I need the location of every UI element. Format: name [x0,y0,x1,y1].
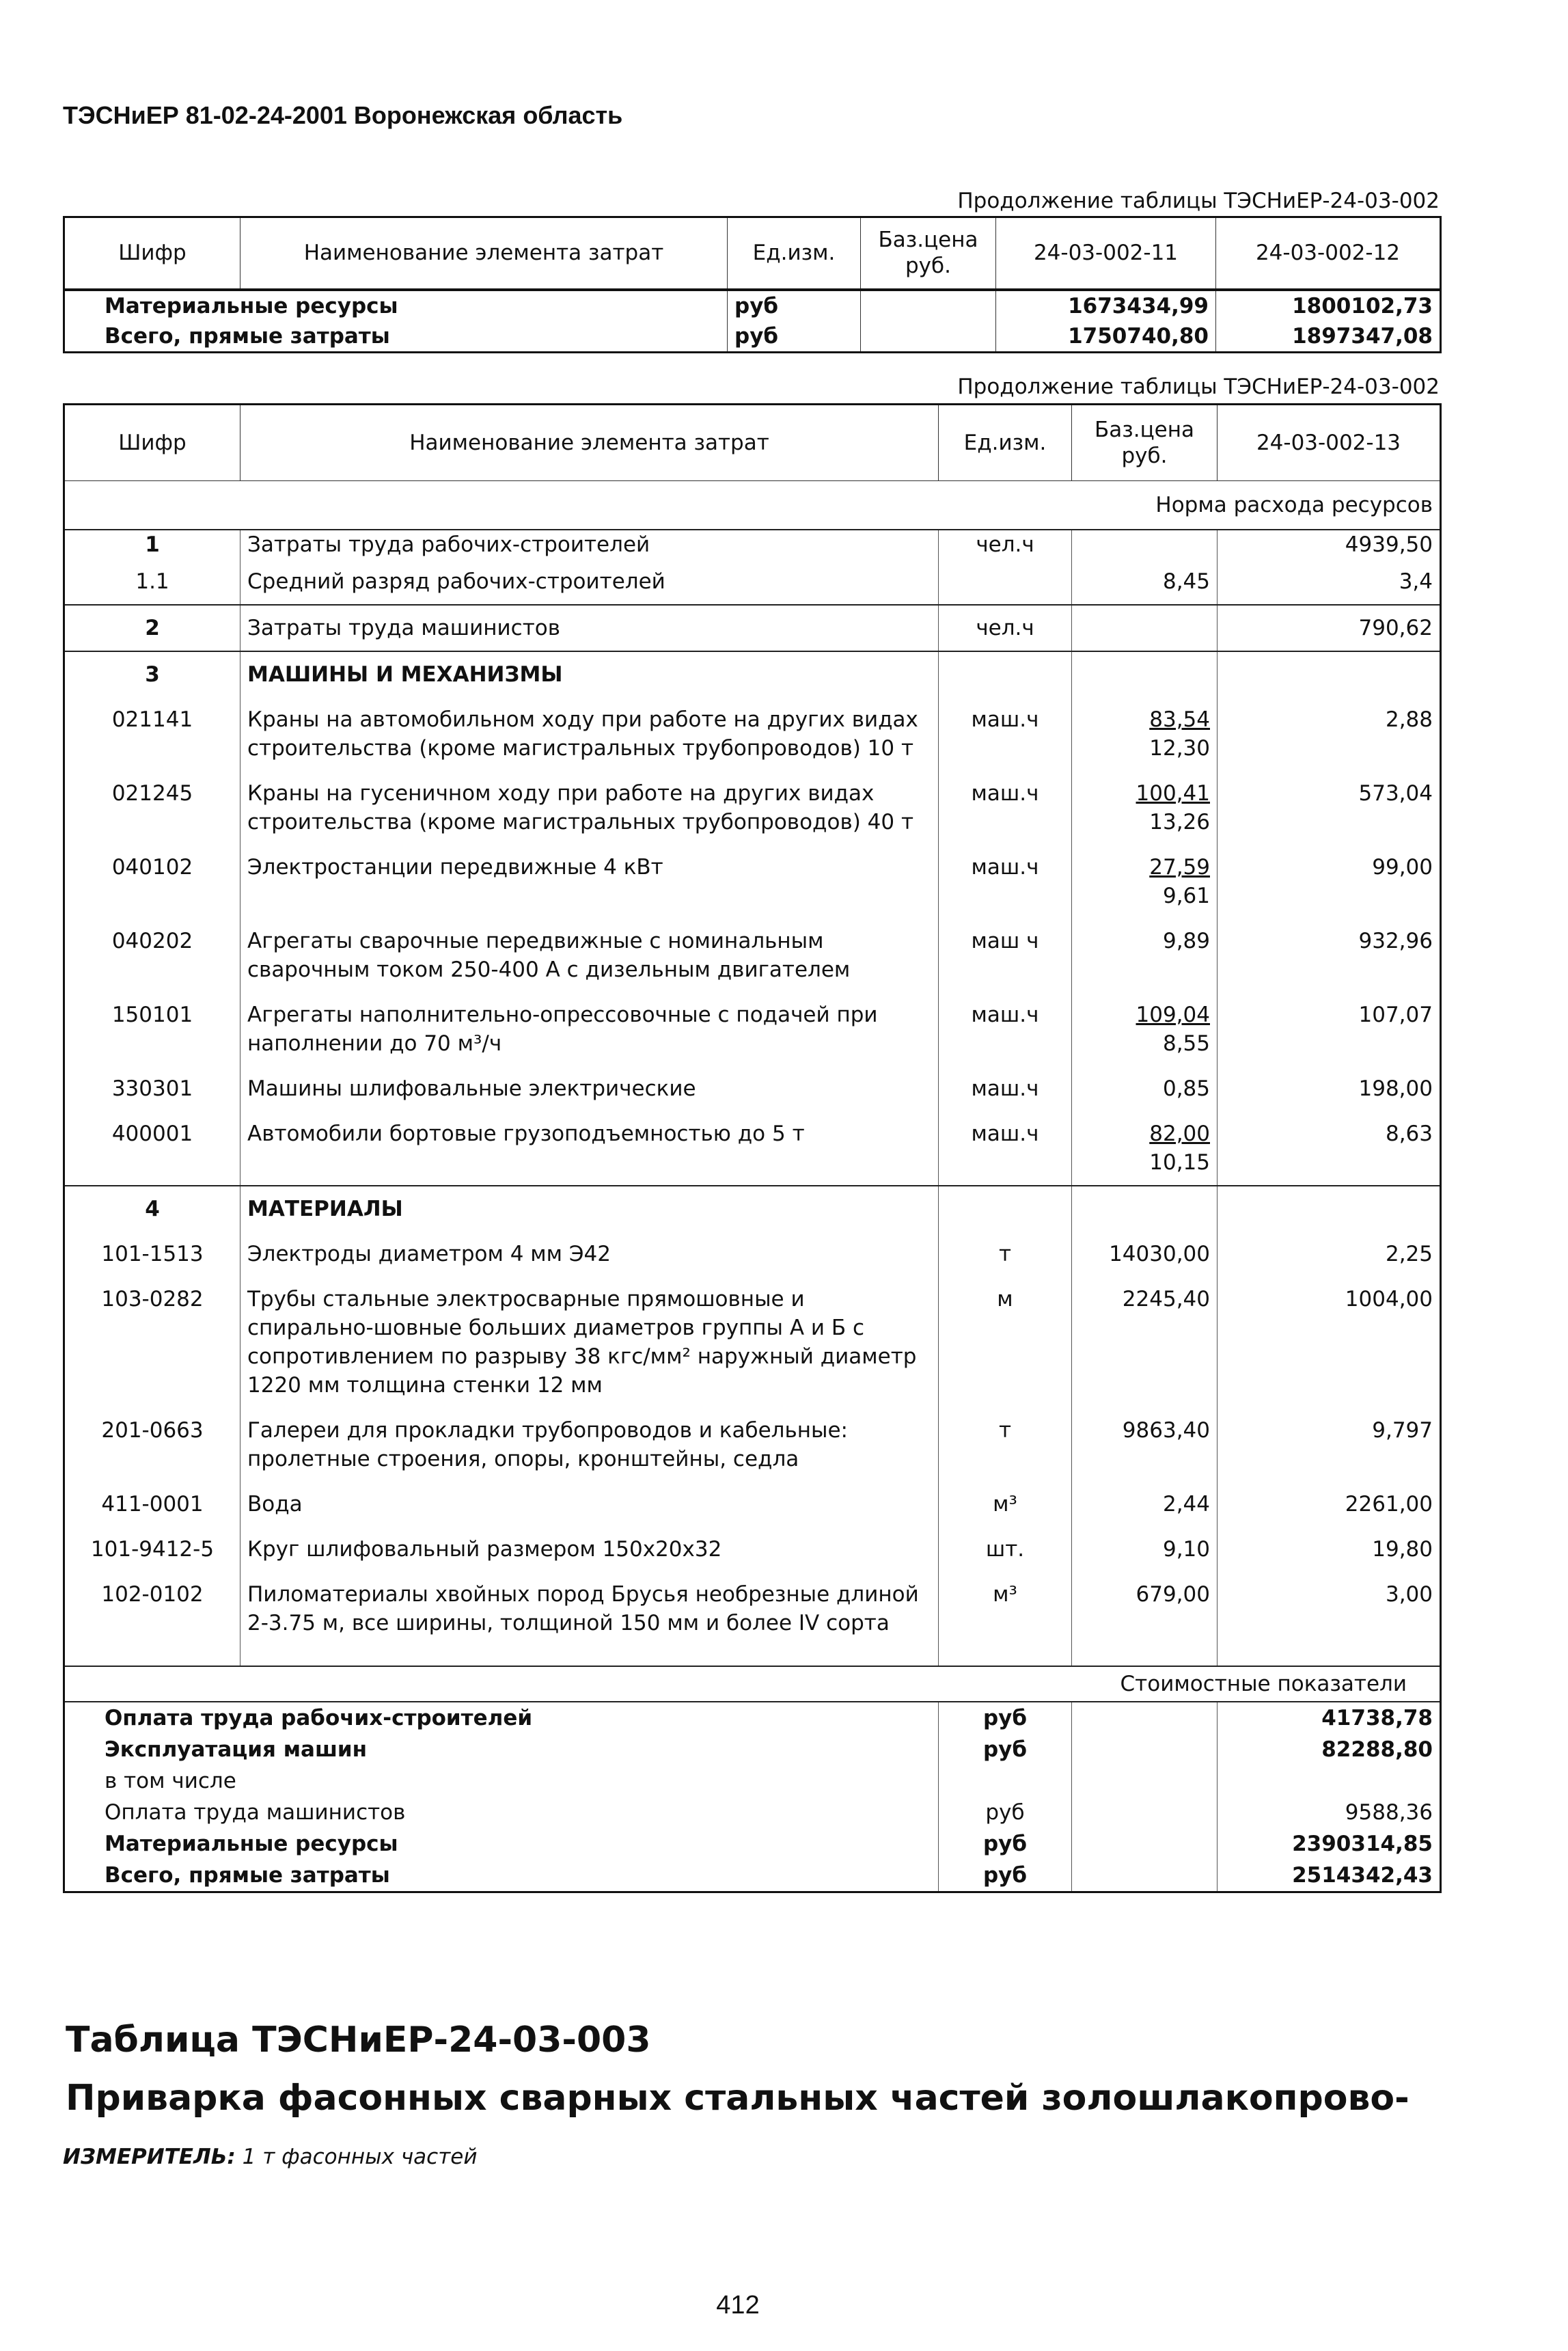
row-value: 790,62 [1218,605,1441,651]
document-header: ТЭСНиЕР 81-02-24-2001 Воронежская область [63,101,623,129]
row-unit: чел.ч [939,605,1072,651]
table-row [64,1527,1441,1572]
row-value: 19,80 [1218,1527,1441,1572]
page-number: 412 [716,2291,760,2320]
row-unit: маш.ч [939,771,1072,845]
row-value: 1750740,80 [996,321,1216,353]
row-value: 1673434,99 [996,290,1216,321]
row-price: 27,59 [1149,855,1210,880]
norm-header: Норма расхода ресурсов [1155,493,1433,517]
row-name: Трубы стальные электросварные прямошовные и спирально-шовные больших диаметров группы А и Б с сопротивлением по разрыву 38 кгс/мм² наружный диаметр 1220 мм толщина стенки 12 мм [240,1277,939,1408]
column-header: Ед.изм. [939,405,1072,481]
row-unit: руб [728,321,861,353]
cost-name: Материальные ресурсы [105,1832,398,1856]
row-code: 1.1 [135,569,169,594]
row-code: 411-0001 [101,1492,204,1517]
continuation-label: Продолжение таблицы ТЭСНиЕР-24-03-002 [957,375,1440,399]
table-row [64,992,1441,1066]
cost-value: 82288,80 [1218,1734,1441,1765]
table-header-row [64,217,1441,290]
cost-header: Стоимостные показатели [64,1666,1441,1702]
row-price: 9863,40 [1072,1408,1218,1482]
section-title: МАШИНЫ И МЕХАНИЗМЫ [240,651,939,697]
row-code: 021245 [111,781,193,806]
cost-row [64,1828,1441,1860]
column-header: Шифр [64,405,240,481]
section-row [64,651,1441,697]
row-price [861,290,996,321]
row-code: 201-0663 [101,1418,204,1443]
table-row [64,1111,1441,1186]
row-unit: шт. [939,1527,1072,1572]
cost-name: Оплата труда рабочих-строителей [64,1702,939,1734]
column-header: Наименование элемента затрат [240,217,728,290]
row-value: 9,797 [1218,1408,1441,1482]
table-row [64,1232,1441,1277]
cost-name: Эксплуатация машин [105,1737,368,1762]
row-unit: маш.ч [939,992,1072,1066]
row-value: 107,07 [1218,992,1441,1066]
row-value: 198,00 [1218,1066,1441,1111]
row-value: 2261,00 [1218,1482,1441,1527]
column-header: Баз.цена руб. [1072,405,1218,481]
row-name: Круг шлифовальный размером 150х20х32 [240,1527,939,1572]
row-value: 3,00 [1218,1572,1441,1646]
row-name: Электростанции передвижные 4 кВт [240,845,939,919]
table-row [64,919,1441,992]
table-row [64,845,1441,919]
section-row [64,1186,1441,1232]
row-code: 040102 [111,855,193,880]
column-header: Ед.изм. [728,217,861,290]
row-price [861,321,996,353]
cost-value: 2514342,43 [1218,1860,1441,1892]
row-unit: т [939,1408,1072,1482]
row-name: Затраты труда машинистов [240,605,939,651]
row-price: 100,41 [1136,781,1210,806]
row-value: 8,63 [1218,1111,1441,1186]
row-price: 82,00 [1149,1122,1210,1146]
row-value: 2,25 [1218,1232,1441,1277]
table-row [64,530,1441,559]
cost-unit: руб [939,1797,1072,1828]
row-price [1072,530,1218,559]
row-code: 021141 [111,707,193,732]
row-name: Краны на автомобильном ходу при работе на других видах строительства (кроме магистральных трубопроводов) 10 т [240,697,939,771]
row-name: Автомобили бортовые грузоподъемностью до 5 т [240,1111,939,1186]
row-value: 3,4 [1218,559,1441,605]
row-name: Материальные ресурсы [105,293,398,318]
table-row [64,697,1441,771]
row-unit: м³ [939,1482,1072,1527]
cost-unit: руб [939,1860,1072,1892]
row-code: 103-0282 [101,1287,204,1312]
row-price: 14030,00 [1072,1232,1218,1277]
cost-value: 9588,36 [1218,1797,1441,1828]
row-unit: маш.ч [939,845,1072,919]
table-header-row [64,405,1441,481]
row-unit: маш.ч [939,1111,1072,1186]
resources-table [63,403,1442,1893]
row-price-secondary: 13,26 [1149,810,1210,834]
table-row [64,1408,1441,1482]
row-unit: руб [728,290,861,321]
row-price-secondary: 12,30 [1149,736,1210,761]
row-unit: чел.ч [939,530,1072,559]
cost-value: 41738,78 [1218,1702,1441,1734]
column-header: Шифр [64,217,240,290]
row-value: 99,00 [1218,845,1441,919]
column-header: Баз.цена руб. [861,217,996,290]
row-unit: маш ч [939,919,1072,992]
cost-row [64,1765,1441,1797]
row-price: 8,45 [1072,559,1218,605]
row-price: 2,44 [1072,1482,1218,1527]
row-code: 2 [64,605,240,651]
row-value: 2,88 [1218,697,1441,771]
table-row [64,771,1441,845]
row-code: 102-0102 [101,1582,204,1607]
row-value: 1800102,73 [1216,290,1441,321]
table-subtitle: Приварка фасонных сварных стальных частей золошлакопрово- [66,2078,1409,2119]
row-price-secondary: 8,55 [1162,1031,1210,1056]
cost-unit: руб [939,1702,1072,1734]
row-name: Электроды диаметром 4 мм Э42 [240,1232,939,1277]
row-price: 83,54 [1149,707,1210,732]
row-price: 2245,40 [1072,1277,1218,1408]
section-title: МАТЕРИАЛЫ [240,1186,939,1232]
continuation-label: Продолжение таблицы ТЭСНиЕР-24-03-002 [957,189,1440,213]
cost-row [64,1734,1441,1765]
row-code: 330301 [111,1076,193,1101]
meter-line [63,2145,477,2169]
row-name: Всего, прямые затраты [105,323,390,349]
row-unit: м [939,1277,1072,1408]
section-header-row [64,1666,1441,1702]
cost-unit [939,1765,1072,1797]
row-code: 040202 [111,929,193,953]
row-value: 1897347,08 [1216,321,1441,353]
spacer-row [64,1646,1441,1666]
row-code: 150101 [111,1003,193,1027]
table-row [64,605,1441,651]
row-name: Машины шлифовальные электрические [240,1066,939,1111]
row-value: 4939,50 [1218,530,1441,559]
row-name: Затраты труда рабочих-строителей [240,530,939,559]
row-price: 679,00 [1072,1572,1218,1646]
row-price-secondary: 10,15 [1149,1150,1210,1175]
row-code: 400001 [111,1122,193,1146]
table-row [64,321,1441,353]
cost-name: в том числе [105,1769,236,1793]
row-code: 1 [64,530,240,559]
column-header: 24-03-002-11 [996,217,1216,290]
meter-label: ИЗМЕРИТЕЛЬ: [63,2145,236,2169]
row-price: 0,85 [1072,1066,1218,1111]
row-name: Пиломатериалы хвойных пород Брусья необрезные длиной 2-3.75 м, все ширины, толщиной 150 мм и более IV сорта [240,1572,939,1646]
row-unit [939,559,1072,605]
cost-row [64,1797,1441,1828]
row-value: 1004,00 [1218,1277,1441,1408]
row-unit: м³ [939,1572,1072,1646]
table-row [64,1066,1441,1111]
cost-unit: руб [939,1734,1072,1765]
cost-name: Оплата труда машинистов [105,1800,406,1825]
row-name: Вода [240,1482,939,1527]
column-header: 24-03-002-12 [1216,217,1441,290]
row-name: Галереи для прокладки трубопроводов и кабельные: пролетные строения, опоры, кронштейны, седла [240,1408,939,1482]
cost-row [64,1702,1441,1734]
row-name: Агрегаты наполнительно-опрессовочные с подачей при наполнении до 70 м³/ч [240,992,939,1066]
row-price: 9,10 [1072,1527,1218,1572]
row-price [1072,605,1218,651]
cost-row [64,1860,1441,1892]
row-name: Агрегаты сварочные передвижные с номинальным сварочным током 250-400 А с дизельным двигателем [240,919,939,992]
table-row [64,290,1441,321]
row-code: 101-1513 [101,1242,204,1266]
section-code: 4 [64,1186,240,1232]
row-code: 101-9412-5 [90,1537,215,1562]
row-name: Средний разряд рабочих-строителей [240,559,939,605]
row-name: Краны на гусеничном ходу при работе на других видах строительства (кроме магистральных трубопроводов) 40 т [240,771,939,845]
column-header: 24-03-002-13 [1218,405,1441,481]
summary-table [63,216,1442,353]
row-value: 932,96 [1218,919,1441,992]
table-row [64,559,1441,605]
cost-value [1218,1765,1441,1797]
cost-value: 2390314,85 [1218,1828,1441,1860]
row-price: 109,04 [1136,1003,1210,1027]
row-unit: т [939,1232,1072,1277]
row-price: 9,89 [1072,919,1218,992]
section-header-row [64,481,1441,530]
table-row [64,1572,1441,1646]
row-price-secondary: 9,61 [1162,884,1210,908]
section-code: 3 [64,651,240,697]
column-header: Наименование элемента затрат [240,405,939,481]
table-row [64,1482,1441,1527]
table-row [64,1277,1441,1408]
table-title: Таблица ТЭСНиЕР-24-03-003 [66,2020,651,2061]
cost-unit: руб [939,1828,1072,1860]
row-unit: маш.ч [939,1066,1072,1111]
cost-name: Всего, прямые затраты [105,1863,390,1888]
row-unit: маш.ч [939,697,1072,771]
meter-value: 1 т фасонных частей [242,2145,478,2169]
row-value: 573,04 [1218,771,1441,845]
